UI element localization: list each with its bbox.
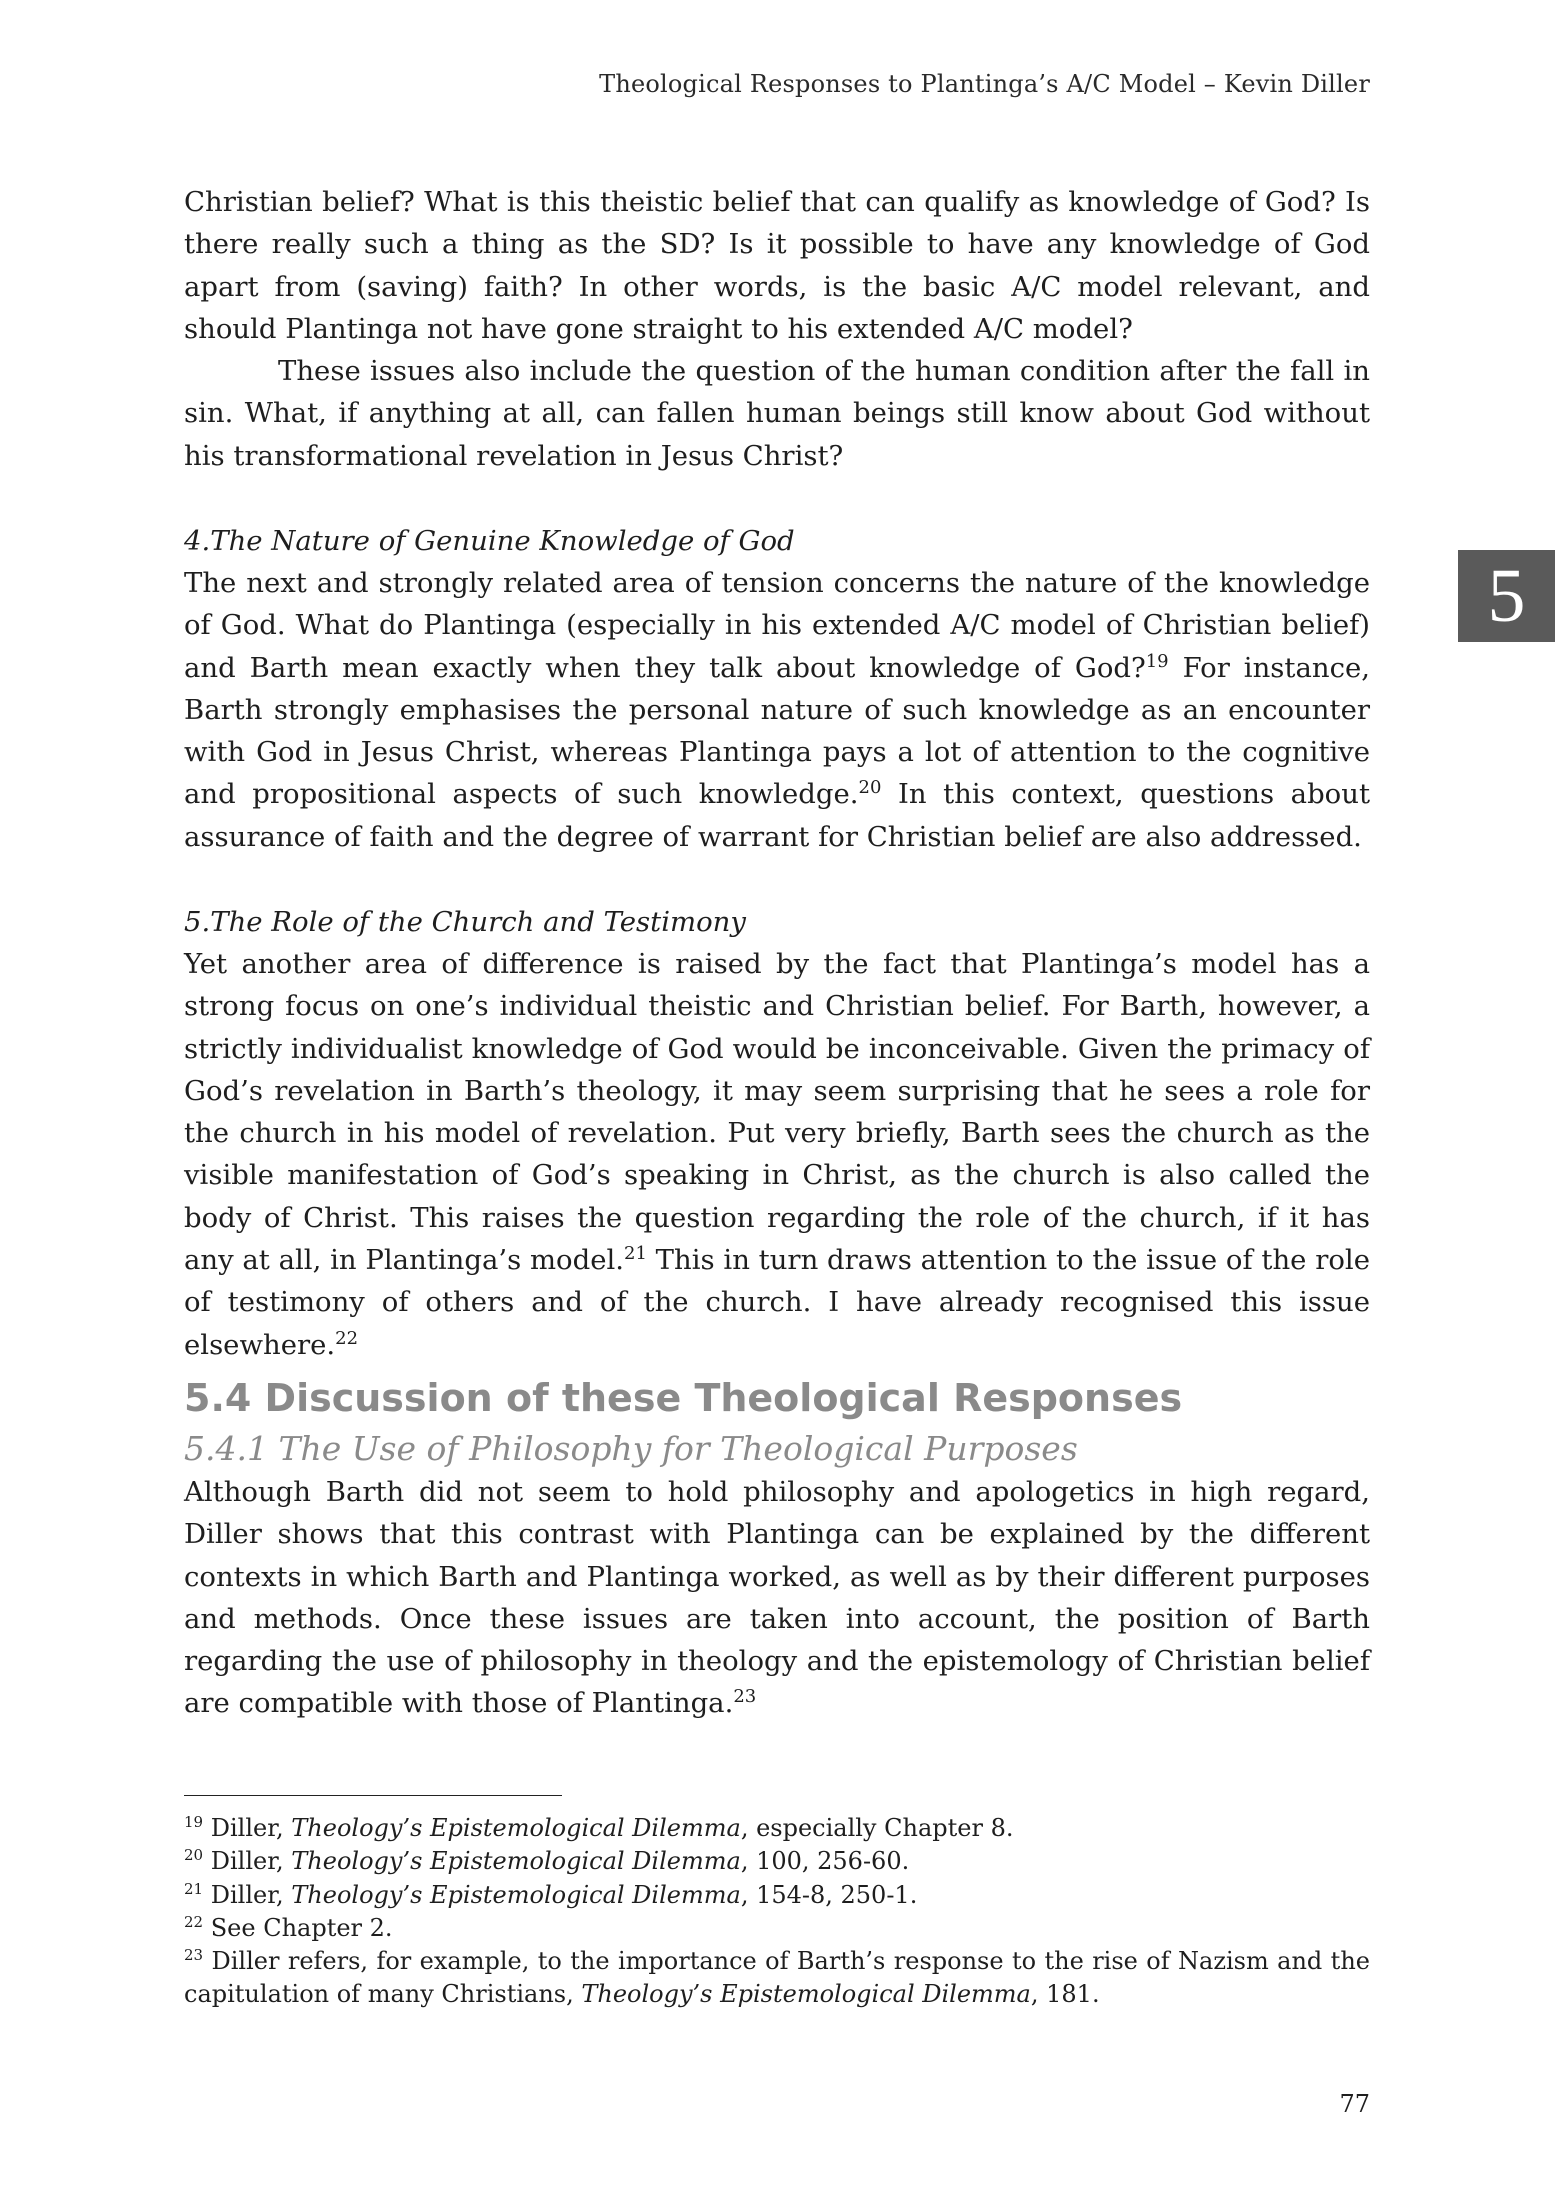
section-heading-4: 4.The Nature of Genuine Knowledge of God [184, 525, 795, 557]
footnote-ref: 20 [858, 777, 882, 799]
footnote-ref: 23 [733, 1686, 757, 1708]
section-title: 5.4 Discussion of these Theological Responses [184, 1376, 1183, 1420]
footnote: $^{23}$ Diller refers, for example, to the importance of Barth’s response to the rise of Nazism and the capitulation of many Christians, Theology’s Epistemological Dilemma, 181. [184, 1946, 1370, 2009]
paragraph-block-3 [184, 943, 1370, 1366]
footnote: $^{19}$ Diller, Theology’s Epistemological Dilemma, especially Chapter 8. [184, 1813, 1014, 1842]
footnote-ref: 19 [1145, 650, 1169, 672]
paragraph: Although Barth did not seem to hold philosophy and apologetics in high regard, Diller shows that this contrast with Plantinga can be explained by the different contexts in which Barth and Plantinga worked, as well as by their different purposes and methods. Once these issues are taken into account, the position of Barth regarding the use of philosophy in theology and the epistemology of Christian belief are compatible with those of Plantinga.$^{23}$ [184, 1476, 1370, 1720]
footnotes [184, 1812, 1370, 2012]
footnote-ref: 22 [335, 1327, 359, 1349]
page-number: 77 [1339, 2090, 1370, 2118]
footnote: $^{20}$ Diller, Theology’s Epistemological Dilemma, 100, 256-60. [184, 1846, 910, 1876]
paragraph: Yet another area of difference is raised by the fact that Plantinga’s model has a strong focus on one’s individual theistic and Christian belief. For Barth, however, a strictly individualist knowledge of God would be inconceivable. Given the primacy of God’s revelation in Barth’s theology, it may seem surprising that he sees a role for the church in his model of revelation. Put very briefly, Barth sees the church as the visible manifestation of God’s speaking in Christ, as the church is also called the body of Christ. This raises the question regarding the role of the church, if it has any at all, in Plantinga’s model.$^{21}$ This in turn draws attention to the issue of the role of testimony of others and of the church. I have already recognised this issue elsewhere.$^{22}$ [184, 948, 1370, 1361]
running-header: Theological Responses to Plantinga’s A/C Model – Kevin Diller [599, 70, 1370, 98]
paragraph-block-2 [184, 562, 1370, 858]
footnote: $^{21}$ Diller, Theology’s Epistemological Dilemma, 154-8, 250-1. [184, 1879, 918, 1909]
paragraph: The next and strongly related area of tension concerns the nature of the knowledge of God. What do Plantinga (especially in his extended A/C model of Christian belief) and Barth mean exactly when they talk about knowledge of God?$^{19}$ For instance, Barth strongly emphasises the personal nature of such knowledge as an encounter with God in Jesus Christ, whereas Plantinga pays a lot of attention to the cognitive and propositional aspects of such knowledge.$^{20}$ In this context, questions about assurance of faith and the degree of warrant for Christian belief are also addressed. [184, 567, 1371, 853]
subsection-title: 5.4.1 The Use of Philosophy for Theological Purposes [184, 1429, 1078, 1468]
footnote: $^{22}$ See Chapter 2. [184, 1912, 393, 1942]
section-heading-5: 5.The Role of the Church and Testimony [184, 906, 746, 938]
paragraph-block-4 [184, 1471, 1370, 1725]
paragraph: These issues also include the question of the human condition after the fall in sin. What, if anything at all, can fallen human beings still know about God without his transformational revelation in Jesus Christ? [184, 355, 1370, 472]
footnote-divider [184, 1795, 562, 1796]
paragraph: Christian belief? What is this theistic belief that can qualify as knowledge of God? Is there really such a thing as the SD? Is it possible to have any knowledge of God apart from (saving) faith? In other words, is the basic A/C model relevant, and should Plantinga not have gone straight to his extended A/C model? [184, 186, 1370, 345]
paragraph-block-1 [184, 181, 1370, 477]
chapter-tab: 5 [1458, 550, 1555, 642]
footnote-ref: 21 [624, 1242, 647, 1264]
